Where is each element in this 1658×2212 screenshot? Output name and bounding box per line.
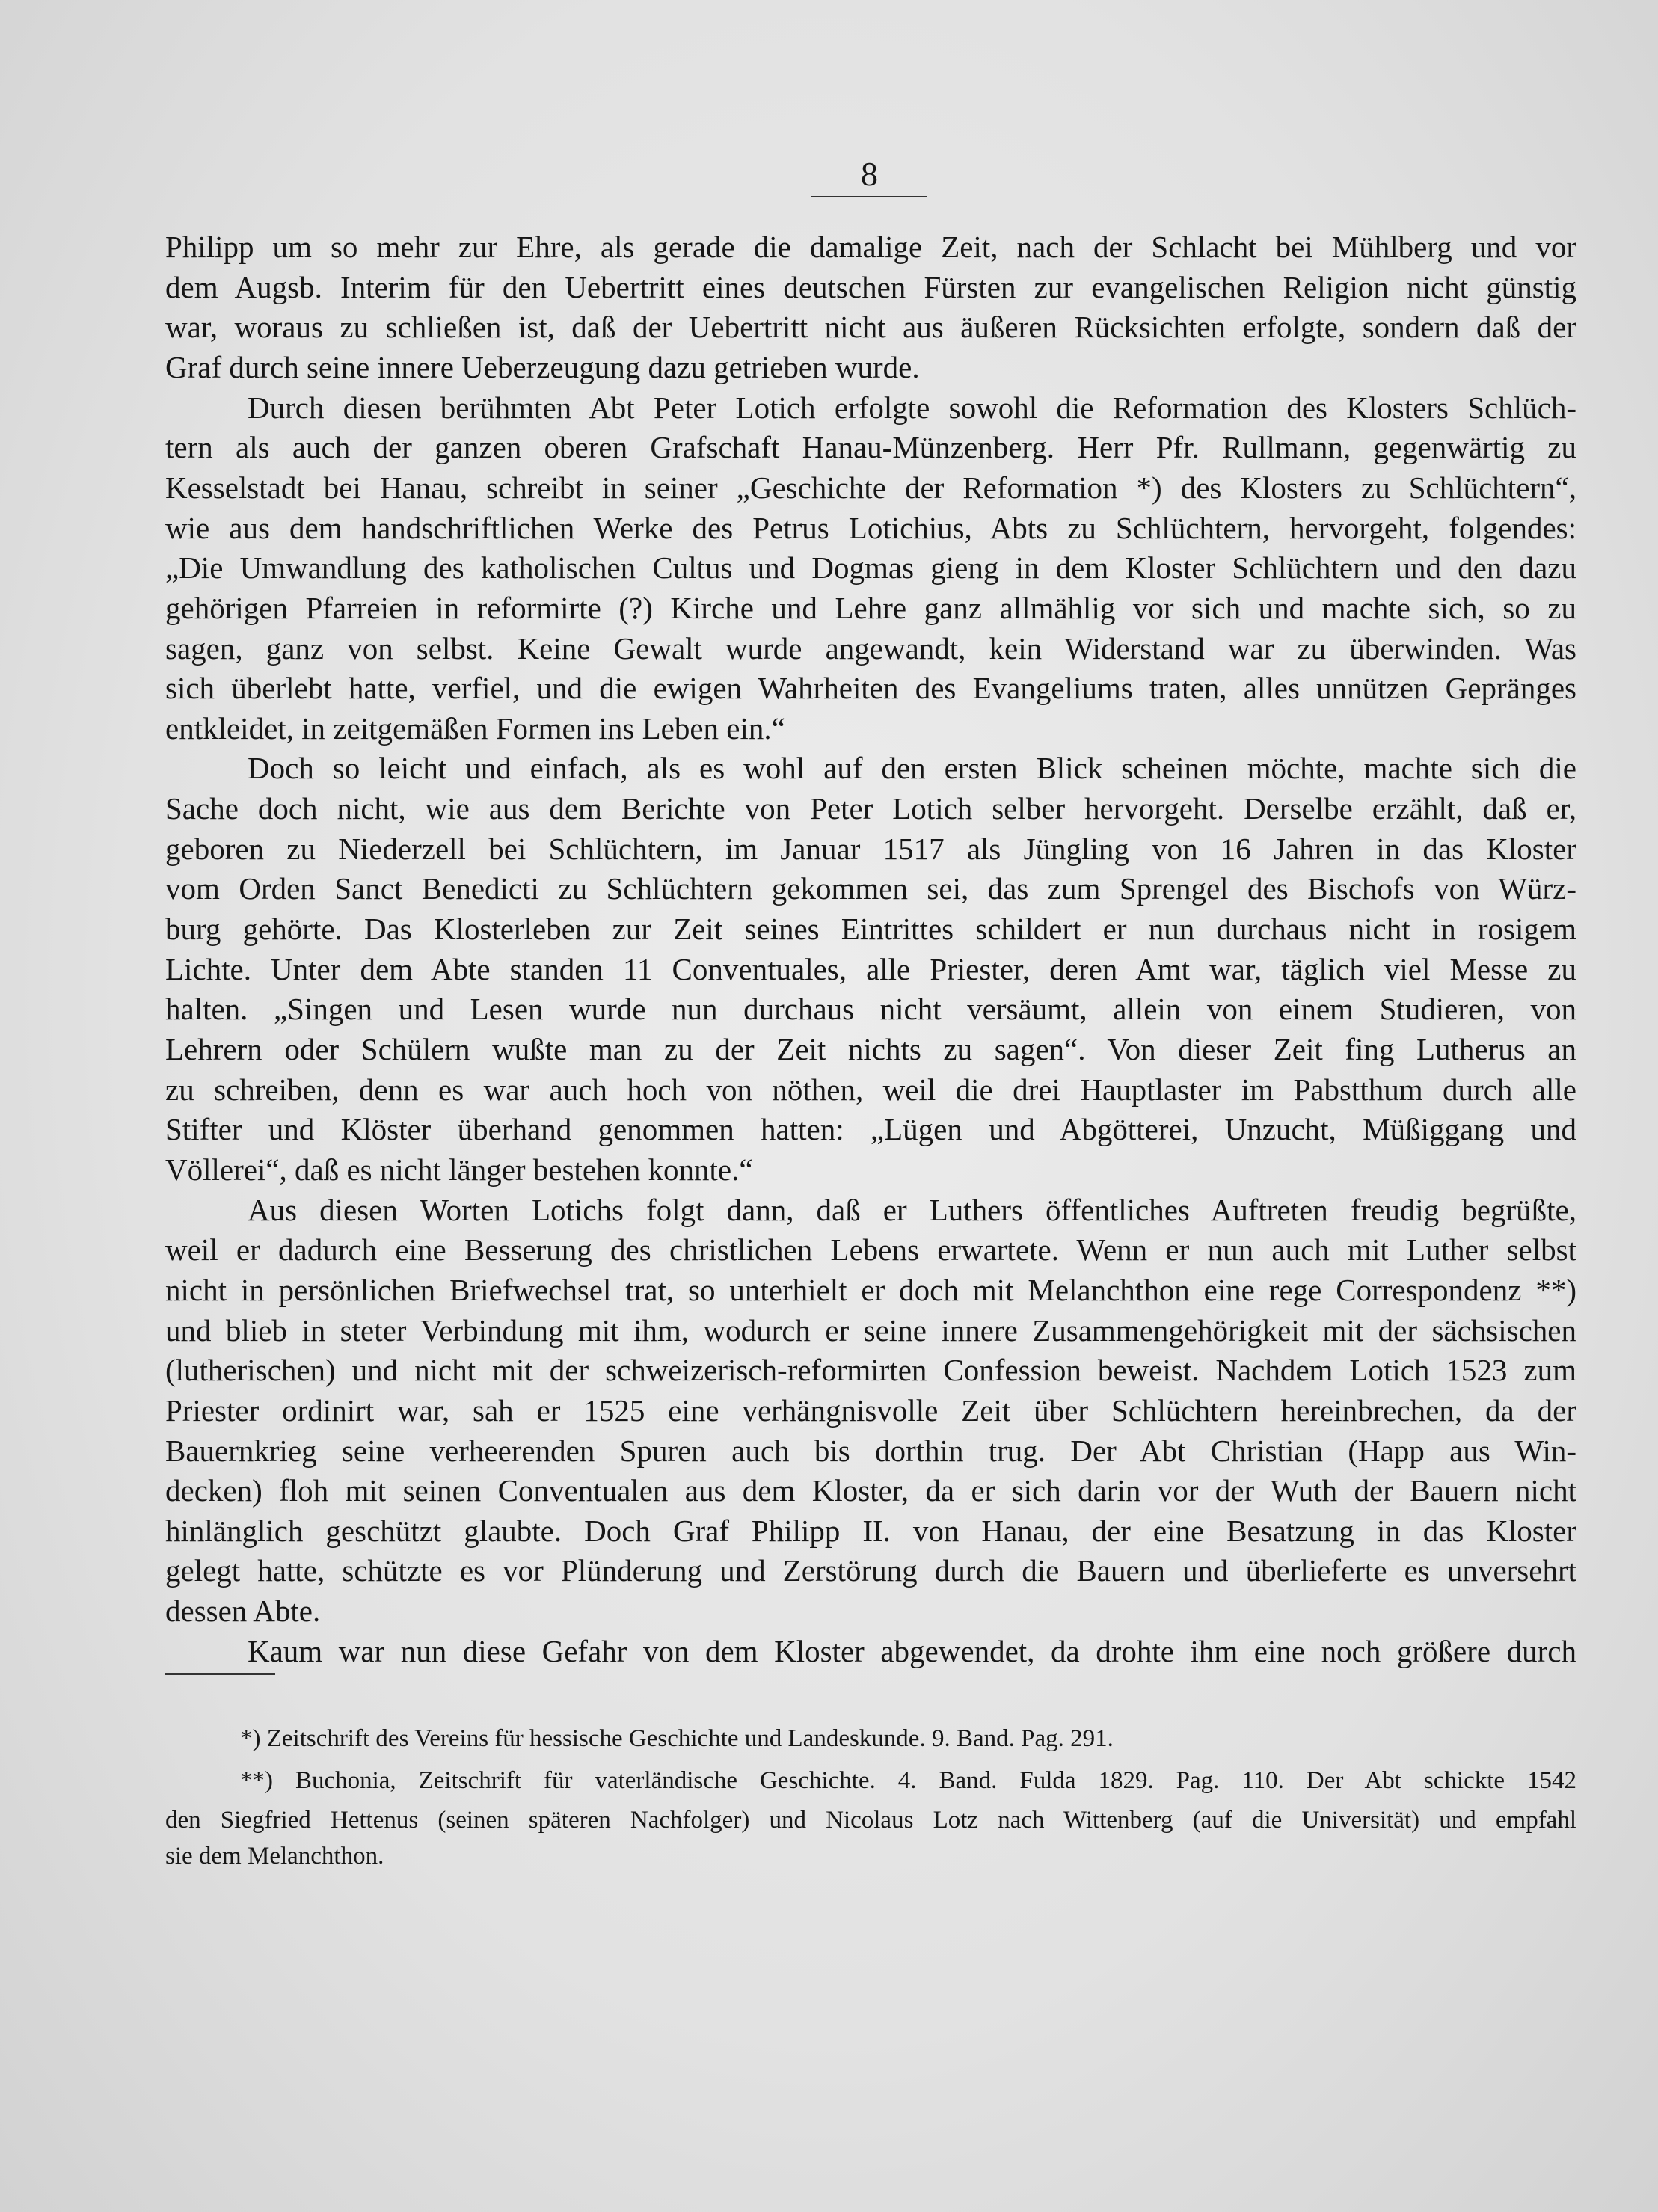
page-number: 8 (861, 155, 878, 193)
text-line: entkleidet, in zeitgemäßen Formen ins Leben ein.“ (165, 710, 785, 746)
text-line: vom Orden Sanct Benedicti zu Schlüchtern gekommen sei, das zum Sprengel des Bischofs von Würz- (165, 871, 1576, 906)
text-line: Lehrern oder Schülern wußte man zu der Zeit nichts zu sagen“. Von dieser Zeit fing Lutherus an (165, 1032, 1576, 1066)
text-line: decken) floh mit seinen Conventualen aus dem Kloster, da er sich darin vor der Wuth der Bauern nicht (165, 1473, 1576, 1508)
text-line: dem Augsb. Interim für den Uebertritt eines deutschen Fürsten zur evangelischen Religion nicht günstig (165, 269, 1576, 304)
footnote-line: *) Zeitschrift des Vereins für hessische Geschichte und Landeskunde. 9. Band. Pag. 291. (240, 1725, 1114, 1752)
text-line: weil er dadurch eine Besserung des christlichen Lebens erwartete. Wenn er nun auch mit Luther selbst (165, 1232, 1576, 1268)
page-number-rule (811, 196, 927, 197)
text-line: burg gehörte. Das Klosterleben zur Zeit seines Eintrittes schildert er nun durchaus nicht in rosigem (165, 912, 1576, 947)
text-line: hinlänglich geschützt glaubte. Doch Graf Philipp II. von Hanau, der eine Besatzung in das Kloster (165, 1513, 1576, 1548)
text-line: „Die Umwandlung des katholischen Cultus und Dogmas gieng in dem Kloster Schlüchtern und den dazu (165, 550, 1576, 586)
text-line: war, woraus zu schließen ist, daß der Uebertritt nicht aus äußeren Rücksichten erfolgte, sondern daß der (165, 310, 1576, 345)
text-line: Aus diesen Worten Lotichs folgt dann, daß er Luthers öffentliches Auftreten freudig begrüßte, (248, 1192, 1576, 1227)
text-line: gelegt hatte, schützte es vor Plünderung und Zerstörung durch die Bauern und überlieferte es unversehrt (165, 1553, 1576, 1588)
text-line: Lichte. Unter dem Abte standen 11 Conventuales, alle Priester, deren Amt war, täglich viel Messe zu (165, 951, 1576, 986)
text-line: und blieb in steter Verbindung mit ihm, wodurch er seine innere Zusammengehörigkeit mit der sächsischen (165, 1312, 1576, 1348)
text-line: Stifter und Klöster überhand genommen hatten: „Lügen und Abgötterei, Unzucht, Müßiggang und (165, 1112, 1576, 1147)
text-line: wie aus dem handschriftlichen Werke des Petrus Lotichius, Abts zu Schlüchtern, hervorgeht, folgendes: (165, 510, 1576, 545)
footnote-line: den Siegfried Hettenus (seinen späteren Nachfolger) und Nicolaus Lotz nach Wittenberg (auf die Universität) und empfahl (165, 1807, 1576, 1834)
footnote-line: **) Buchonia, Zeitschrift für vaterländische Geschichte. 4. Band. Fulda 1829. Pag. 110. Der Abt schickte 1542 (240, 1767, 1576, 1794)
text-line: Philipp um so mehr zur Ehre, als gerade die damalige Zeit, nach der Schlacht bei Mühlberg und vor (165, 230, 1576, 264)
text-line: gehörigen Pfarreien in reformirte (?) Kirche und Lehre ganz allmählig vor sich und machte sich, so zu (165, 590, 1576, 625)
text-line: geboren zu Niederzell bei Schlüchtern, im Januar 1517 als Jüngling von 16 Jahren in das Kloster (165, 831, 1576, 866)
text-line: (lutherischen) und nicht mit der schweizerisch-reformirten Confession beweist. Nachdem Lotich 1523 zum (165, 1353, 1576, 1388)
text-line: Kaum war nun diese Gefahr von dem Kloster abgewendet, da drohte ihm eine noch größere durch (248, 1633, 1576, 1668)
footnote-line: sie dem Melanchthon. (165, 1843, 384, 1870)
text-line: tern als auch der ganzen oberen Grafschaft Hanau-Münzenberg. Herr Pfr. Rullmann, gegenwärtig zu (165, 430, 1576, 465)
text-line: Bauernkrieg seine verheerenden Spuren auch bis dorthin trug. Der Abt Christian (Happ aus Win- (165, 1433, 1576, 1468)
text-line: dessen Abte. (165, 1594, 321, 1629)
text-line: Durch diesen berühmten Abt Peter Lotich erfolgte sowohl die Reformation des Klosters Schlüch- (248, 390, 1576, 425)
text-line: Doch so leicht und einfach, als es wohl auf den ersten Blick scheinen möchte, machte sich die (248, 751, 1576, 786)
text-line: Sache doch nicht, wie aus dem Berichte von Peter Lotich selber hervorgeht. Derselbe erzählt, daß er, (165, 791, 1576, 826)
text-line: nicht in persönlichen Briefwechsel trat, so unterhielt er doch mit Melanchthon eine rege Correspondenz **) (165, 1272, 1576, 1307)
text-line: Völlerei“, daß es nicht länger bestehen konnte.“ (165, 1152, 753, 1187)
text-line: halten. „Singen und Lesen wurde nun durchaus nicht versäumt, allein von einem Studieren, von (165, 992, 1576, 1027)
text-line: sagen, ganz von selbst. Keine Gewalt wurde angewandt, kein Widerstand war zu überwinden. Was (165, 630, 1576, 666)
text-line: Priester ordinirt war, sah er 1525 eine verhängnisvolle Zeit über Schlüchtern hereinbrechen, da der (165, 1392, 1576, 1428)
text-line: Graf durch seine innere Ueberzeugung dazu getrieben wurde. (165, 349, 920, 384)
text-line: Kesselstadt bei Hanau, schreibt in seiner „Geschichte der Reformation *) des Klosters zu Schlüchtern“, (165, 470, 1576, 505)
footnote-separator (165, 1673, 275, 1675)
text-line: zu schreiben, denn es war auch hoch von nöthen, weil die drei Hauptlaster im Pabstthum durch alle (165, 1072, 1576, 1107)
text-line: sich überlebt hatte, verfiel, und die ewigen Wahrheiten des Evangeliums traten, alles unnützen Gepränges (165, 671, 1576, 706)
